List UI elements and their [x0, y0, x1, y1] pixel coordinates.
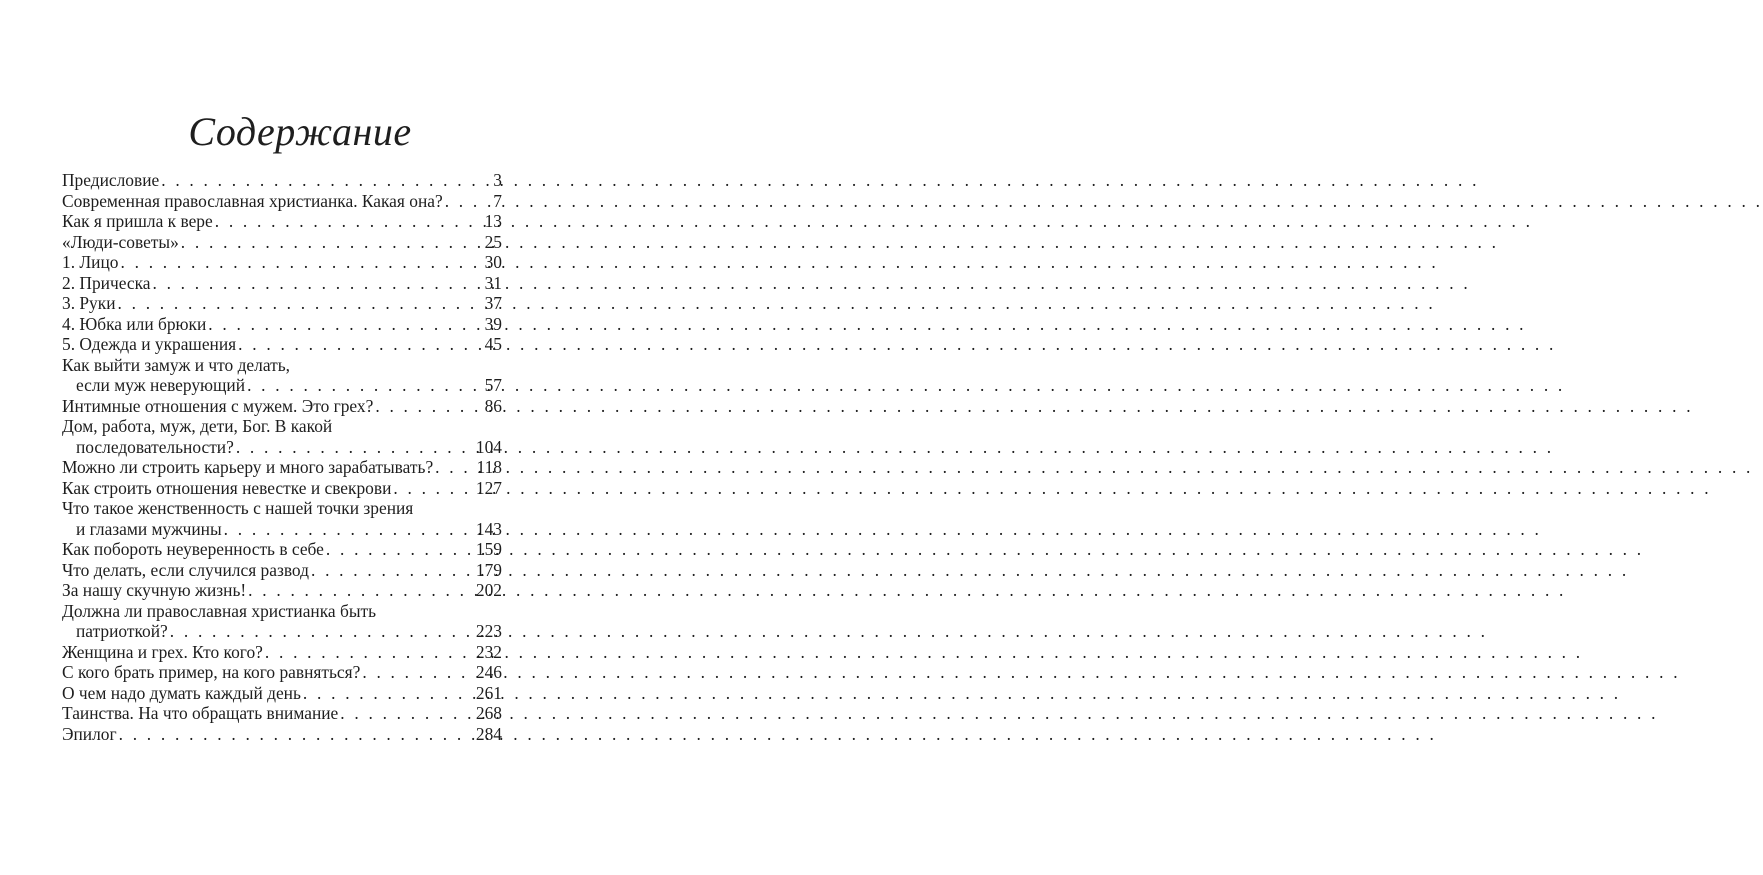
toc-entry-line: [62, 273, 502, 294]
toc-entry-line: [62, 170, 502, 191]
toc-page-number: 179: [475, 559, 502, 580]
dot-leader: [121, 252, 483, 273]
toc-entry: [62, 539, 502, 560]
toc-entry-title: За нашу скучную жизнь!: [62, 580, 247, 600]
toc-entry-title: Должна ли православная христианка быть: [62, 600, 377, 621]
toc-entry-title: Женщина и грех. Кто кого?: [62, 641, 263, 662]
toc-entry-line: [62, 683, 502, 704]
toc-entry-line: [62, 478, 502, 499]
book-page: [0, 0, 600, 875]
dot-leader: [181, 232, 483, 253]
toc-entry-title: 1. Лицо: [62, 252, 119, 272]
dot-leader: [208, 314, 482, 335]
toc-page-number: 223: [475, 621, 502, 641]
dot-leader: [362, 662, 474, 683]
toc-entry-line: [62, 724, 502, 745]
dot-leader: [236, 437, 474, 458]
dot-leader: [152, 273, 482, 294]
toc-entry: [62, 560, 502, 581]
toc-entry: [62, 642, 502, 663]
toc-page-number: 202: [475, 580, 502, 600]
dot-leader: [224, 519, 474, 540]
toc-page-number: 159: [475, 539, 502, 559]
toc-entry: [62, 334, 502, 355]
toc-page-number: 232: [475, 641, 502, 662]
dot-leader: [303, 683, 474, 704]
toc-entry-title: и глазами мужчины: [76, 518, 222, 539]
toc-entry-line: [62, 703, 502, 724]
toc-entry-title: Предисловие: [62, 170, 160, 190]
toc-entry-title: патриоткой?: [76, 621, 168, 641]
toc-entry-title: «Люди-советы»: [62, 231, 179, 252]
toc-entry: [62, 662, 502, 683]
toc-entry-title: 3. Руки: [62, 293, 116, 313]
toc-entry-title: Дом, работа, муж, дети, Бог. В какой: [62, 416, 333, 436]
toc-entry-line: [62, 437, 502, 458]
toc-page-number: 3: [493, 170, 502, 190]
toc-entry-title: Эпилог: [62, 723, 117, 744]
toc-entry: [62, 478, 502, 499]
toc-entry-line: [62, 457, 502, 478]
toc-entry-line: [62, 252, 502, 273]
toc-page-number: 284: [475, 723, 502, 744]
dot-leader: [435, 457, 474, 478]
toc-page-number: 268: [475, 703, 502, 723]
dot-leader: [118, 293, 483, 314]
toc-entry-title: Как побороть неуверенность в себе: [62, 539, 324, 559]
toc-entry-line: [62, 560, 502, 581]
toc-entry-title: С кого брать пример, на кого равняться?: [62, 662, 361, 682]
toc-entry-title: Современная православная христианка. Какая она?: [62, 190, 443, 211]
toc-entry-title: Таинства. На что обращать внимание: [62, 703, 339, 723]
toc-entry: [62, 457, 502, 478]
toc-entry: [62, 703, 502, 724]
toc-entry-title: Что делать, если случился развод: [62, 559, 309, 580]
toc-entry: [62, 601, 502, 642]
toc-entry-title: 2. Прическа: [62, 272, 151, 293]
toc-page-number: 143: [475, 518, 502, 539]
dot-leader: [311, 560, 474, 581]
toc-entry-line: [62, 232, 502, 253]
dot-leader: [326, 539, 474, 560]
toc-entry-line: [62, 416, 502, 437]
toc-entry: [62, 252, 502, 273]
toc-entry-title: О чем надо думать каждый день: [62, 682, 301, 703]
toc-entry-line: [62, 642, 502, 663]
dot-leader: [215, 211, 483, 232]
dot-leader: [119, 724, 474, 745]
toc-page-number: 86: [484, 395, 502, 416]
dot-leader: [161, 170, 491, 191]
dot-leader: [265, 642, 474, 663]
toc-page-number: 39: [484, 313, 502, 334]
toc-entry: [62, 314, 502, 335]
toc-entry-title: Интимные отношения с мужем. Это грех?: [62, 395, 374, 416]
toc-page-number: 127: [475, 477, 502, 498]
toc-entry: [62, 211, 502, 232]
toc-entry-line: [62, 396, 502, 417]
toc-entry: [62, 273, 502, 294]
dot-leader: [238, 334, 482, 355]
dot-leader: [340, 703, 474, 724]
toc-entry: [62, 580, 502, 601]
toc-entry-line: [62, 498, 502, 519]
page-title: Содержание: [188, 109, 412, 154]
dot-leader: [247, 375, 483, 396]
toc-entry-title: если муж неверующий: [76, 375, 246, 395]
toc-entry-line: [62, 375, 502, 396]
toc-entry-line: [62, 662, 502, 683]
toc-entry: [62, 683, 502, 704]
dot-leader: [170, 621, 474, 642]
dot-leader: [375, 396, 482, 417]
toc-entry-line: [62, 621, 502, 642]
toc-entry: [62, 498, 502, 539]
toc-entry-title: Как я пришла к вере: [62, 211, 213, 231]
toc-entry-line: [62, 211, 502, 232]
toc-entry-line: [62, 191, 502, 212]
toc-entry: [62, 293, 502, 314]
toc-entry-line: [62, 580, 502, 601]
toc-entry-title: Что такое женственность с нашей точки зрения: [62, 498, 414, 518]
toc-entry: [62, 724, 502, 745]
toc-entry: [62, 232, 502, 253]
toc-entry: [62, 355, 502, 396]
toc-entry-title: 5. Одежда и украшения: [62, 334, 237, 354]
toc-entry-line: [62, 539, 502, 560]
toc-entry: [62, 396, 502, 417]
toc-page-number: 31: [484, 272, 502, 293]
toc-page-number: 37: [484, 293, 502, 313]
toc-entry: [62, 170, 502, 191]
toc-entry-title: Можно ли строить карьеру и много зарабатывать?: [62, 457, 434, 477]
toc-entry-line: [62, 519, 502, 540]
toc-entry-line: [62, 334, 502, 355]
toc-page-number: 261: [475, 682, 502, 703]
toc-page-number: 30: [484, 252, 502, 272]
toc-entry: [62, 416, 502, 457]
toc-entry-line: [62, 355, 502, 376]
dot-leader: [393, 478, 474, 499]
toc-entry-line: [62, 601, 502, 622]
toc-page-number: 57: [484, 375, 502, 395]
toc-entry-title: последовательности?: [76, 436, 234, 457]
toc-page-number: 246: [475, 662, 502, 682]
toc-page-number: 13: [484, 211, 502, 231]
toc-page-number: 45: [484, 334, 502, 354]
toc-entry-line: [62, 293, 502, 314]
table-of-contents: [62, 170, 502, 744]
toc-page-number: 118: [476, 457, 502, 477]
toc-entry-title: 4. Юбка или брюки: [62, 313, 207, 334]
dot-leader: [248, 580, 474, 601]
dot-leader: [445, 191, 492, 212]
toc-entry-title: Как строить отношения невестке и свекрови: [62, 477, 392, 498]
toc-page-number: 104: [475, 436, 502, 457]
toc-entry-line: [62, 314, 502, 335]
toc-entry-title: Как выйти замуж и что делать,: [62, 354, 290, 375]
toc-page-number: 25: [484, 231, 502, 252]
toc-page-number: 7: [493, 190, 502, 211]
toc-entry: [62, 191, 502, 212]
